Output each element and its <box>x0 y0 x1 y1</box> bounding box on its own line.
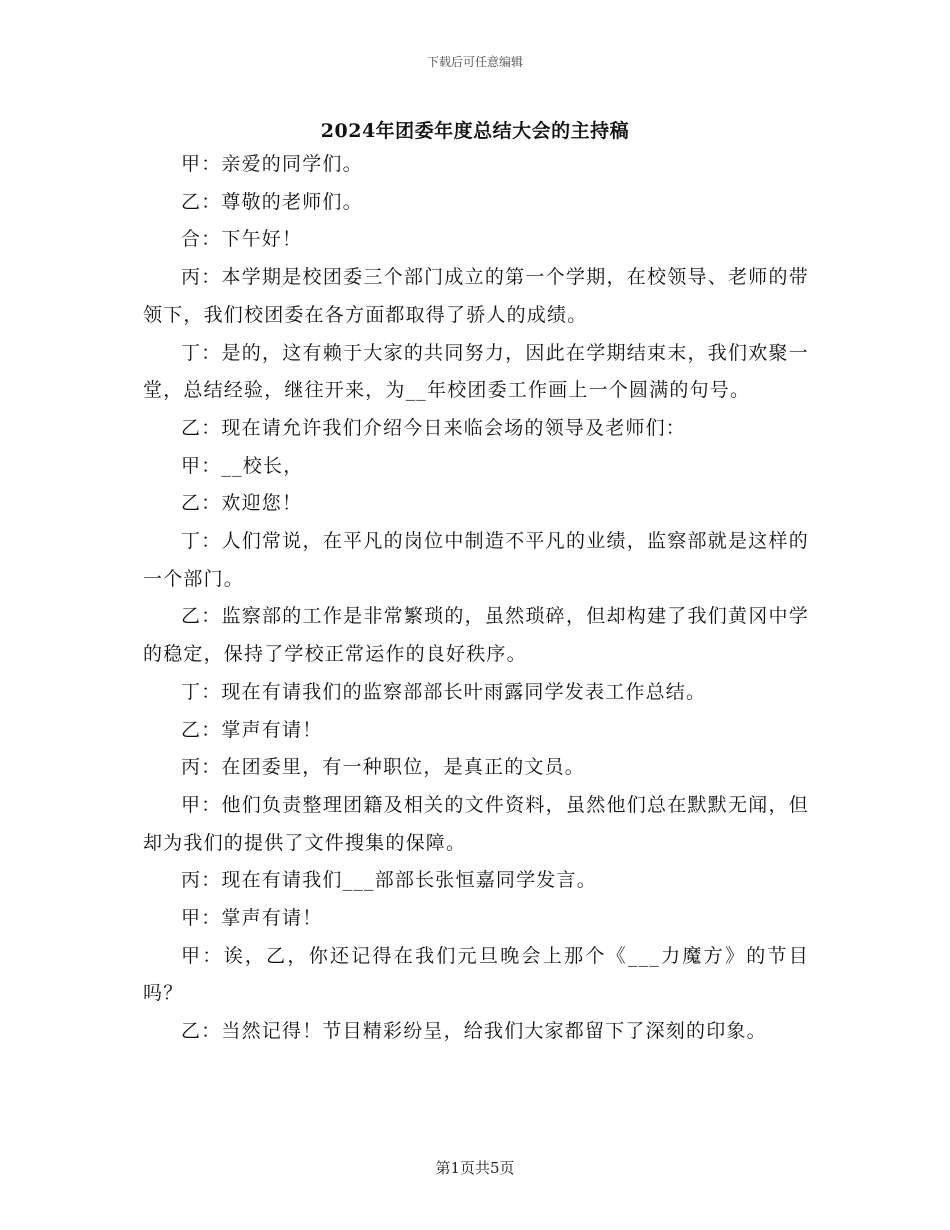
paragraph: 甲：诶，乙，你还记得在我们元旦晚会上那个《___力魔方》的节目吗？ <box>143 944 809 1005</box>
header-note: 下载后可任意编辑 <box>426 55 523 69</box>
paragraph: 丁：现在有请我们的监察部部长叶雨露同学发表工作总结。 <box>181 680 707 703</box>
paragraph: 丙：在团委里，有一种职位，是真正的文员。 <box>181 756 586 779</box>
paragraph: 丙：本学期是校团委三个部门成立的第一个学期，在校领导、老师的带领下，我们校团委在各方面都取得了骄人的成绩。 <box>143 266 809 326</box>
paragraph: 丁：人们常说，在平凡的岗位中制造不平凡的业绩，监察部就是这样的一个部门。 <box>143 530 809 590</box>
paragraph: 丙：现在有请我们___部部长张恒嘉同学发言。 <box>181 869 597 892</box>
paragraph: 丁：是的，这有赖于大家的共同努力，因此在学期结束末，我们欢聚一堂，总结经验，继往开来，为__年校团委工作画上一个圆满的句号。 <box>143 341 809 402</box>
paragraph: 乙：当然记得！节目精彩纷呈，给我们大家都留下了深刻的印象。 <box>181 1020 767 1043</box>
paragraph: 甲：__校长， <box>181 454 304 477</box>
paragraph: 甲：亲爱的同学们。 <box>181 153 363 175</box>
paragraph: 甲：他们负责整理团籍及相关的文件资料，虽然他们总在默默无闻，但却为我们的提供了文件搜集的保障。 <box>143 793 809 854</box>
paragraph: 乙：掌声有请！ <box>181 718 323 741</box>
paragraph: 甲：掌声有请！ <box>181 907 323 930</box>
paragraph: 乙：尊敬的老师们。 <box>181 190 363 213</box>
paragraph: 乙：监察部的工作是非常繁琐的，虽然琐碎，但却构建了我们黄冈中学的稳定，保持了学校正常运作的良好秩序。 <box>143 605 809 666</box>
paragraph: 乙：现在请允许我们介绍今日来临会场的领导及老师们： <box>181 416 687 439</box>
document-title: 2024年团委年度总结大会的主持稿 <box>320 120 630 142</box>
paragraph: 乙：欢迎您！ <box>181 492 303 515</box>
document-body <box>143 146 809 1051</box>
paragraph: 合：下午好！ <box>181 228 303 251</box>
page-footer: 第1页共5页 <box>435 1159 515 1177</box>
